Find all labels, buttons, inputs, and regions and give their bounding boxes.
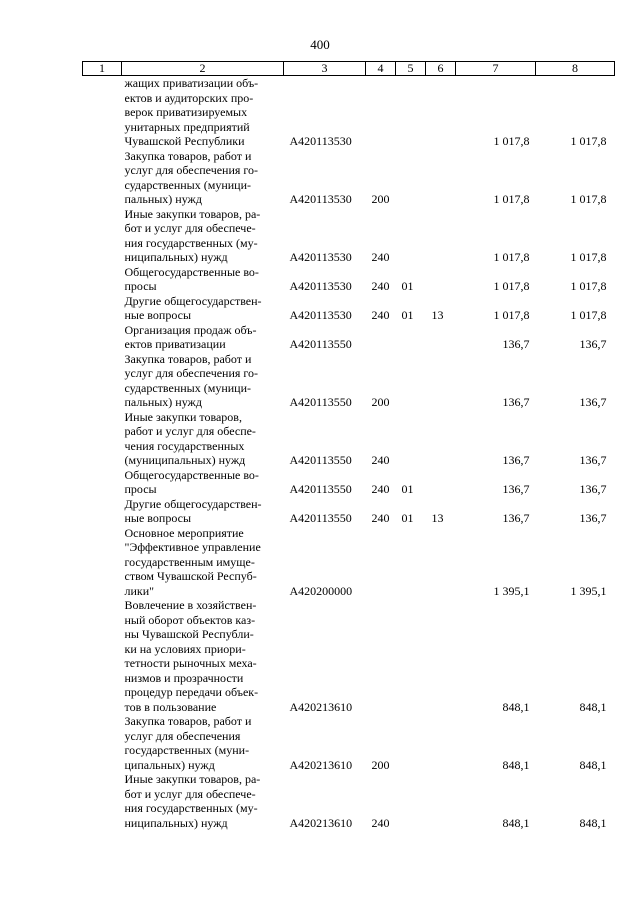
row-sum-1: 1 017,8 — [493, 279, 530, 293]
row-subsection — [426, 410, 456, 468]
row-sum-2: 848,1 — [579, 699, 607, 714]
row-name-line: государственным имуще- — [124, 554, 255, 569]
row-name-line: пальных) нужд — [124, 395, 202, 409]
row-name — [122, 323, 284, 352]
header-col-2: 2 — [122, 62, 284, 76]
header-col-8: 8 — [536, 62, 615, 76]
row-name — [122, 76, 284, 149]
row-expense-type: 240 — [371, 250, 390, 264]
row-name — [122, 468, 284, 497]
row-name-line: Закупка товаров, работ и — [124, 351, 252, 366]
header-col-6: 6 — [426, 62, 456, 76]
header-col-7: 7 — [456, 62, 536, 76]
row-name — [122, 598, 284, 714]
row-code: А420113550 — [289, 482, 352, 496]
table-body — [83, 76, 615, 831]
row-section — [396, 149, 426, 207]
row-code: А420113530 — [289, 134, 352, 148]
table-row — [83, 772, 615, 830]
row-sum-2: 136,7 — [579, 337, 607, 351]
row-sum-2: 848,1 — [579, 757, 607, 772]
row-subsection — [426, 149, 456, 207]
row-name-line: ные вопросы — [124, 308, 192, 322]
row-name-line: "Эффективное управление — [124, 540, 261, 554]
row-name-line: чения государственных — [124, 438, 245, 453]
row-sum-1: 136,7 — [502, 395, 530, 409]
row-code: А420213610 — [289, 699, 353, 714]
row-expense-type: 240 — [371, 279, 390, 293]
row-expense-type: 200 — [371, 395, 390, 409]
row-name-line: Организация продаж объ- — [124, 322, 257, 337]
row-name-line: лики" — [124, 583, 155, 598]
row-name-line: Вовлечение в хозяйствен- — [124, 598, 257, 612]
row-name-line: ния государственных (му- — [124, 801, 258, 815]
row-subsection — [426, 714, 456, 772]
row-name-line: ки на условиях приори- — [124, 641, 246, 656]
row-name-line: тов в пользование — [124, 699, 217, 714]
row-sum-1: 848,1 — [502, 815, 530, 830]
row-name-line: Закупка товаров, работ и — [124, 148, 252, 163]
row-expense-type: 200 — [371, 757, 390, 772]
row-sum-1: 848,1 — [502, 699, 530, 714]
row-name-line: бот и услуг для обеспече- — [124, 221, 256, 235]
row-col-1 — [83, 149, 122, 207]
row-subsection — [426, 323, 456, 352]
row-sum-2: 1 017,8 — [570, 134, 607, 148]
row-subsection: 13 — [431, 308, 444, 322]
row-sum-2: 848,1 — [579, 815, 607, 830]
table-row — [83, 294, 615, 323]
row-name — [122, 265, 284, 294]
page-number: 400 — [310, 37, 330, 52]
table-row — [83, 149, 615, 207]
row-name-line: Другие общегосударствен- — [124, 496, 262, 511]
row-expense-type: 240 — [371, 815, 390, 830]
row-name-line: Закупка товаров, работ и — [124, 714, 252, 728]
row-sum-2: 1 017,8 — [570, 250, 607, 264]
row-name-line: пальных) нужд — [124, 192, 202, 206]
row-name-line: верок приватизируемых — [124, 105, 248, 119]
row-name-line: процедур передачи объек- — [124, 685, 259, 699]
row-name-line: ством Чувашской Респуб- — [124, 569, 257, 583]
row-name-line: ный оборот объектов каз- — [124, 612, 256, 627]
row-sum-2: 136,7 — [579, 453, 607, 467]
row-sum-1: 1 017,8 — [493, 134, 530, 148]
row-section: 01 — [401, 279, 414, 293]
row-expense-type — [366, 76, 396, 149]
row-section — [396, 598, 426, 714]
row-name-line: Чувашской Республики — [124, 134, 245, 148]
row-name — [122, 352, 284, 410]
row-col-1 — [83, 294, 122, 323]
header-col-4: 4 — [366, 62, 396, 76]
row-code: А420113550 — [289, 511, 352, 525]
row-sum-2: 1 017,8 — [570, 308, 607, 322]
row-section: 01 — [401, 482, 414, 496]
row-col-1 — [83, 207, 122, 265]
row-code: А420213610 — [289, 815, 353, 830]
row-name-line: Общегосударственные во- — [124, 467, 259, 482]
row-sum-1: 848,1 — [502, 757, 530, 772]
row-subsection — [426, 598, 456, 714]
row-expense-type: 240 — [371, 308, 390, 322]
row-name-line: тетности рыночных меха- — [124, 656, 257, 670]
row-name-line: услуг для обеспечения — [124, 728, 241, 743]
row-name — [122, 149, 284, 207]
row-col-1 — [83, 352, 122, 410]
row-col-1 — [83, 497, 122, 526]
row-sum-1: 1 017,8 — [493, 192, 530, 206]
row-name-line: ны Чувашской Республи- — [124, 627, 254, 641]
row-subsection — [426, 76, 456, 149]
row-sum-2: 1 017,8 — [570, 192, 607, 206]
row-expense-type: 240 — [371, 482, 390, 496]
row-sum-1: 1 017,8 — [493, 308, 530, 322]
row-section — [396, 323, 426, 352]
table-row — [83, 265, 615, 294]
row-sum-1: 136,7 — [502, 337, 530, 351]
table-row — [83, 352, 615, 410]
row-sum-1: 136,7 — [502, 482, 530, 496]
row-name-line: государственных (муни- — [124, 743, 250, 757]
row-subsection — [426, 265, 456, 294]
row-name-line: ные вопросы — [124, 511, 192, 525]
row-name-line: унитарных предприятий — [124, 119, 250, 134]
row-section — [396, 526, 426, 599]
row-name-line: услуг для обеспечения го- — [124, 163, 259, 177]
row-sum-1: 1 395,1 — [493, 583, 530, 598]
header-row — [83, 62, 615, 76]
row-code: А420113530 — [289, 250, 352, 264]
row-code: А420200000 — [289, 583, 353, 598]
row-col-1 — [83, 323, 122, 352]
row-subsection — [426, 526, 456, 599]
row-sum-2: 136,7 — [579, 395, 607, 409]
row-name — [122, 410, 284, 468]
table-row — [83, 323, 615, 352]
row-code: А420113530 — [289, 279, 352, 293]
row-section — [396, 714, 426, 772]
row-section: 01 — [401, 308, 414, 322]
budget-table — [82, 61, 615, 830]
row-sum-2: 1 017,8 — [570, 279, 607, 293]
row-col-1 — [83, 772, 122, 830]
row-col-1 — [83, 526, 122, 599]
row-expense-type — [366, 323, 396, 352]
row-code: А420113550 — [289, 337, 352, 351]
row-name-line: ния государственных (му- — [124, 235, 258, 250]
row-expense-type: 200 — [371, 192, 390, 206]
row-code: А420213610 — [289, 757, 353, 772]
header-col-1: 1 — [83, 62, 122, 76]
row-expense-type: 240 — [371, 511, 390, 525]
row-section — [396, 76, 426, 149]
row-name-line: просы — [124, 279, 157, 293]
row-sum-1: 136,7 — [502, 511, 530, 525]
row-section — [396, 207, 426, 265]
row-name-line: работ и услуг для обеспе- — [124, 424, 256, 438]
row-name-line: услуг для обеспечения го- — [124, 366, 259, 380]
row-name-line: Иные закупки товаров, ра- — [124, 772, 261, 786]
row-name-line: Иные закупки товаров, — [124, 409, 242, 424]
row-expense-type — [366, 598, 396, 714]
row-sum-1: 136,7 — [502, 453, 530, 467]
row-sum-2: 136,7 — [579, 482, 607, 496]
row-name-line: сударственных (муници- — [124, 177, 252, 192]
row-col-1 — [83, 468, 122, 497]
row-name — [122, 294, 284, 323]
table-row — [83, 468, 615, 497]
row-sum-2: 1 395,1 — [570, 583, 607, 598]
row-name-line: ектов приватизации — [124, 337, 226, 351]
row-subsection — [426, 207, 456, 265]
table-row — [83, 526, 615, 599]
row-section — [396, 772, 426, 830]
row-expense-type: 240 — [371, 453, 390, 467]
row-col-1 — [83, 76, 122, 149]
row-name-line: просы — [124, 482, 157, 496]
row-name — [122, 497, 284, 526]
row-section: 01 — [401, 511, 414, 525]
row-col-1 — [83, 714, 122, 772]
row-name-line: Основное мероприятие — [124, 525, 244, 540]
table-row — [83, 598, 615, 714]
row-sum-1: 1 017,8 — [493, 250, 530, 264]
row-col-1 — [83, 410, 122, 468]
row-sum-2: 136,7 — [579, 511, 607, 525]
row-name-line: ципальных) нужд — [124, 757, 215, 772]
header-col-5: 5 — [396, 62, 426, 76]
table-row — [83, 76, 615, 149]
row-name — [122, 714, 284, 772]
row-code: А420113550 — [289, 395, 352, 409]
table-row — [83, 207, 615, 265]
table-row — [83, 497, 615, 526]
row-code: А420113550 — [289, 453, 352, 467]
header-col-3: 3 — [284, 62, 366, 76]
row-name-line: ниципальных) нужд — [124, 815, 228, 830]
row-section — [396, 410, 426, 468]
row-name-line: ектов и аудиторских про- — [124, 90, 254, 105]
row-col-1 — [83, 598, 122, 714]
row-name-line: Другие общегосударствен- — [124, 293, 262, 308]
row-subsection — [426, 772, 456, 830]
row-name-line: низмов и прозрачности — [124, 670, 244, 685]
row-section — [396, 352, 426, 410]
row-col-1 — [83, 265, 122, 294]
row-name — [122, 772, 284, 830]
row-name-line: бот и услуг для обеспече- — [124, 786, 256, 801]
table-row — [83, 410, 615, 468]
row-code: А420113530 — [289, 308, 352, 322]
table-row — [83, 714, 615, 772]
row-subsection — [426, 468, 456, 497]
row-name-line: Иные закупки товаров, ра- — [124, 206, 261, 221]
row-name-line: (муниципальных) нужд — [124, 453, 246, 467]
row-name-line: Общегосударственные во- — [124, 264, 259, 279]
row-name-line: ниципальных) нужд — [124, 250, 228, 264]
row-name — [122, 526, 284, 599]
row-name — [122, 207, 284, 265]
row-expense-type — [366, 526, 396, 599]
row-code: А420113530 — [289, 192, 352, 206]
row-name-line: сударственных (муници- — [124, 380, 252, 395]
row-subsection: 13 — [431, 511, 444, 525]
row-subsection — [426, 352, 456, 410]
row-name-line: жащих приватизации объ- — [124, 76, 259, 90]
